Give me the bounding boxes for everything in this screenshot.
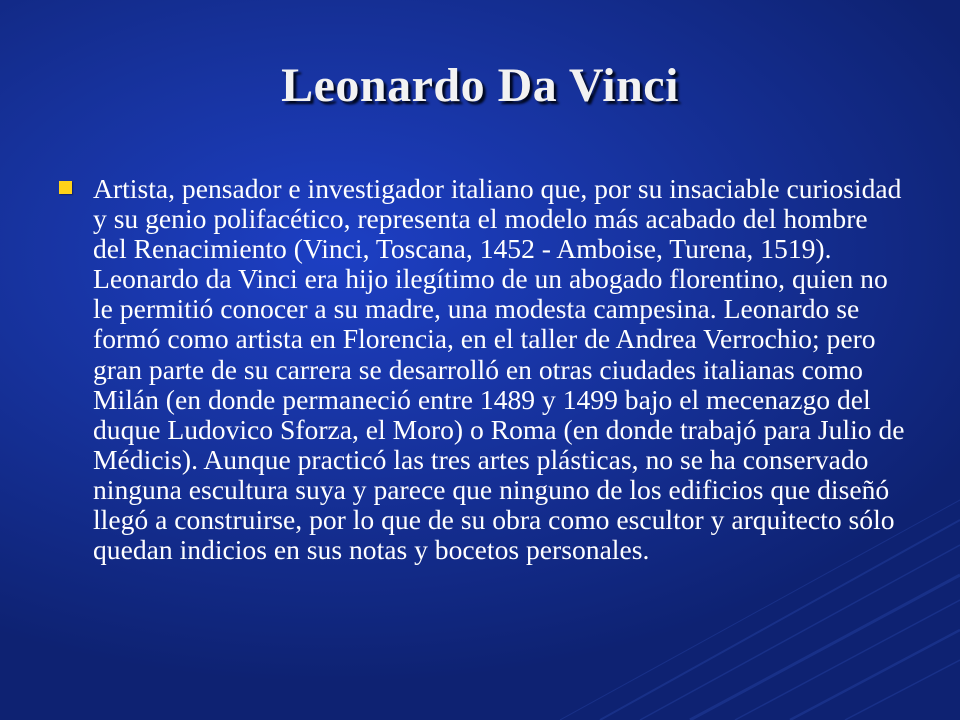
bullet-list [57,174,905,565]
bullet-text: Artista, pensador e investigador italiano que, por su insaciable curiosidad y su genio polifacético, representa el modelo más acabado del hombre del Renacimiento (Vinci, Toscana, 1452 - Amboise, Turena, 1519). Leonardo da Vinci era hijo ilegítimo de un abogado florentino, quien no le permitió conocer a su madre, una modesta campesina. Leonardo se formó como artista en Florencia, en el taller de Andrea Verrochio; pero gran parte de su carrera se desarrolló en otras ciudades italianas como Milán (en donde permaneció entre 1489 y 1499 bajo el mecenazgo del duque Ludovico Sforza, el Moro) o Roma (en donde trabajó para Julio de Médicis). Aunque practicó las tres artes plásticas, no se ha conservado ninguna escultura suya y parece que ninguno de los edificios que diseñó llegó a construirse, por lo que de su obra como escultor y arquitecto sólo quedan indicios en sus notas y bocetos personales. [93,173,905,566]
bullet-item [57,174,905,565]
slide-title: Leonardo Da Vinci [281,59,679,112]
square-bullet-icon [59,181,72,194]
